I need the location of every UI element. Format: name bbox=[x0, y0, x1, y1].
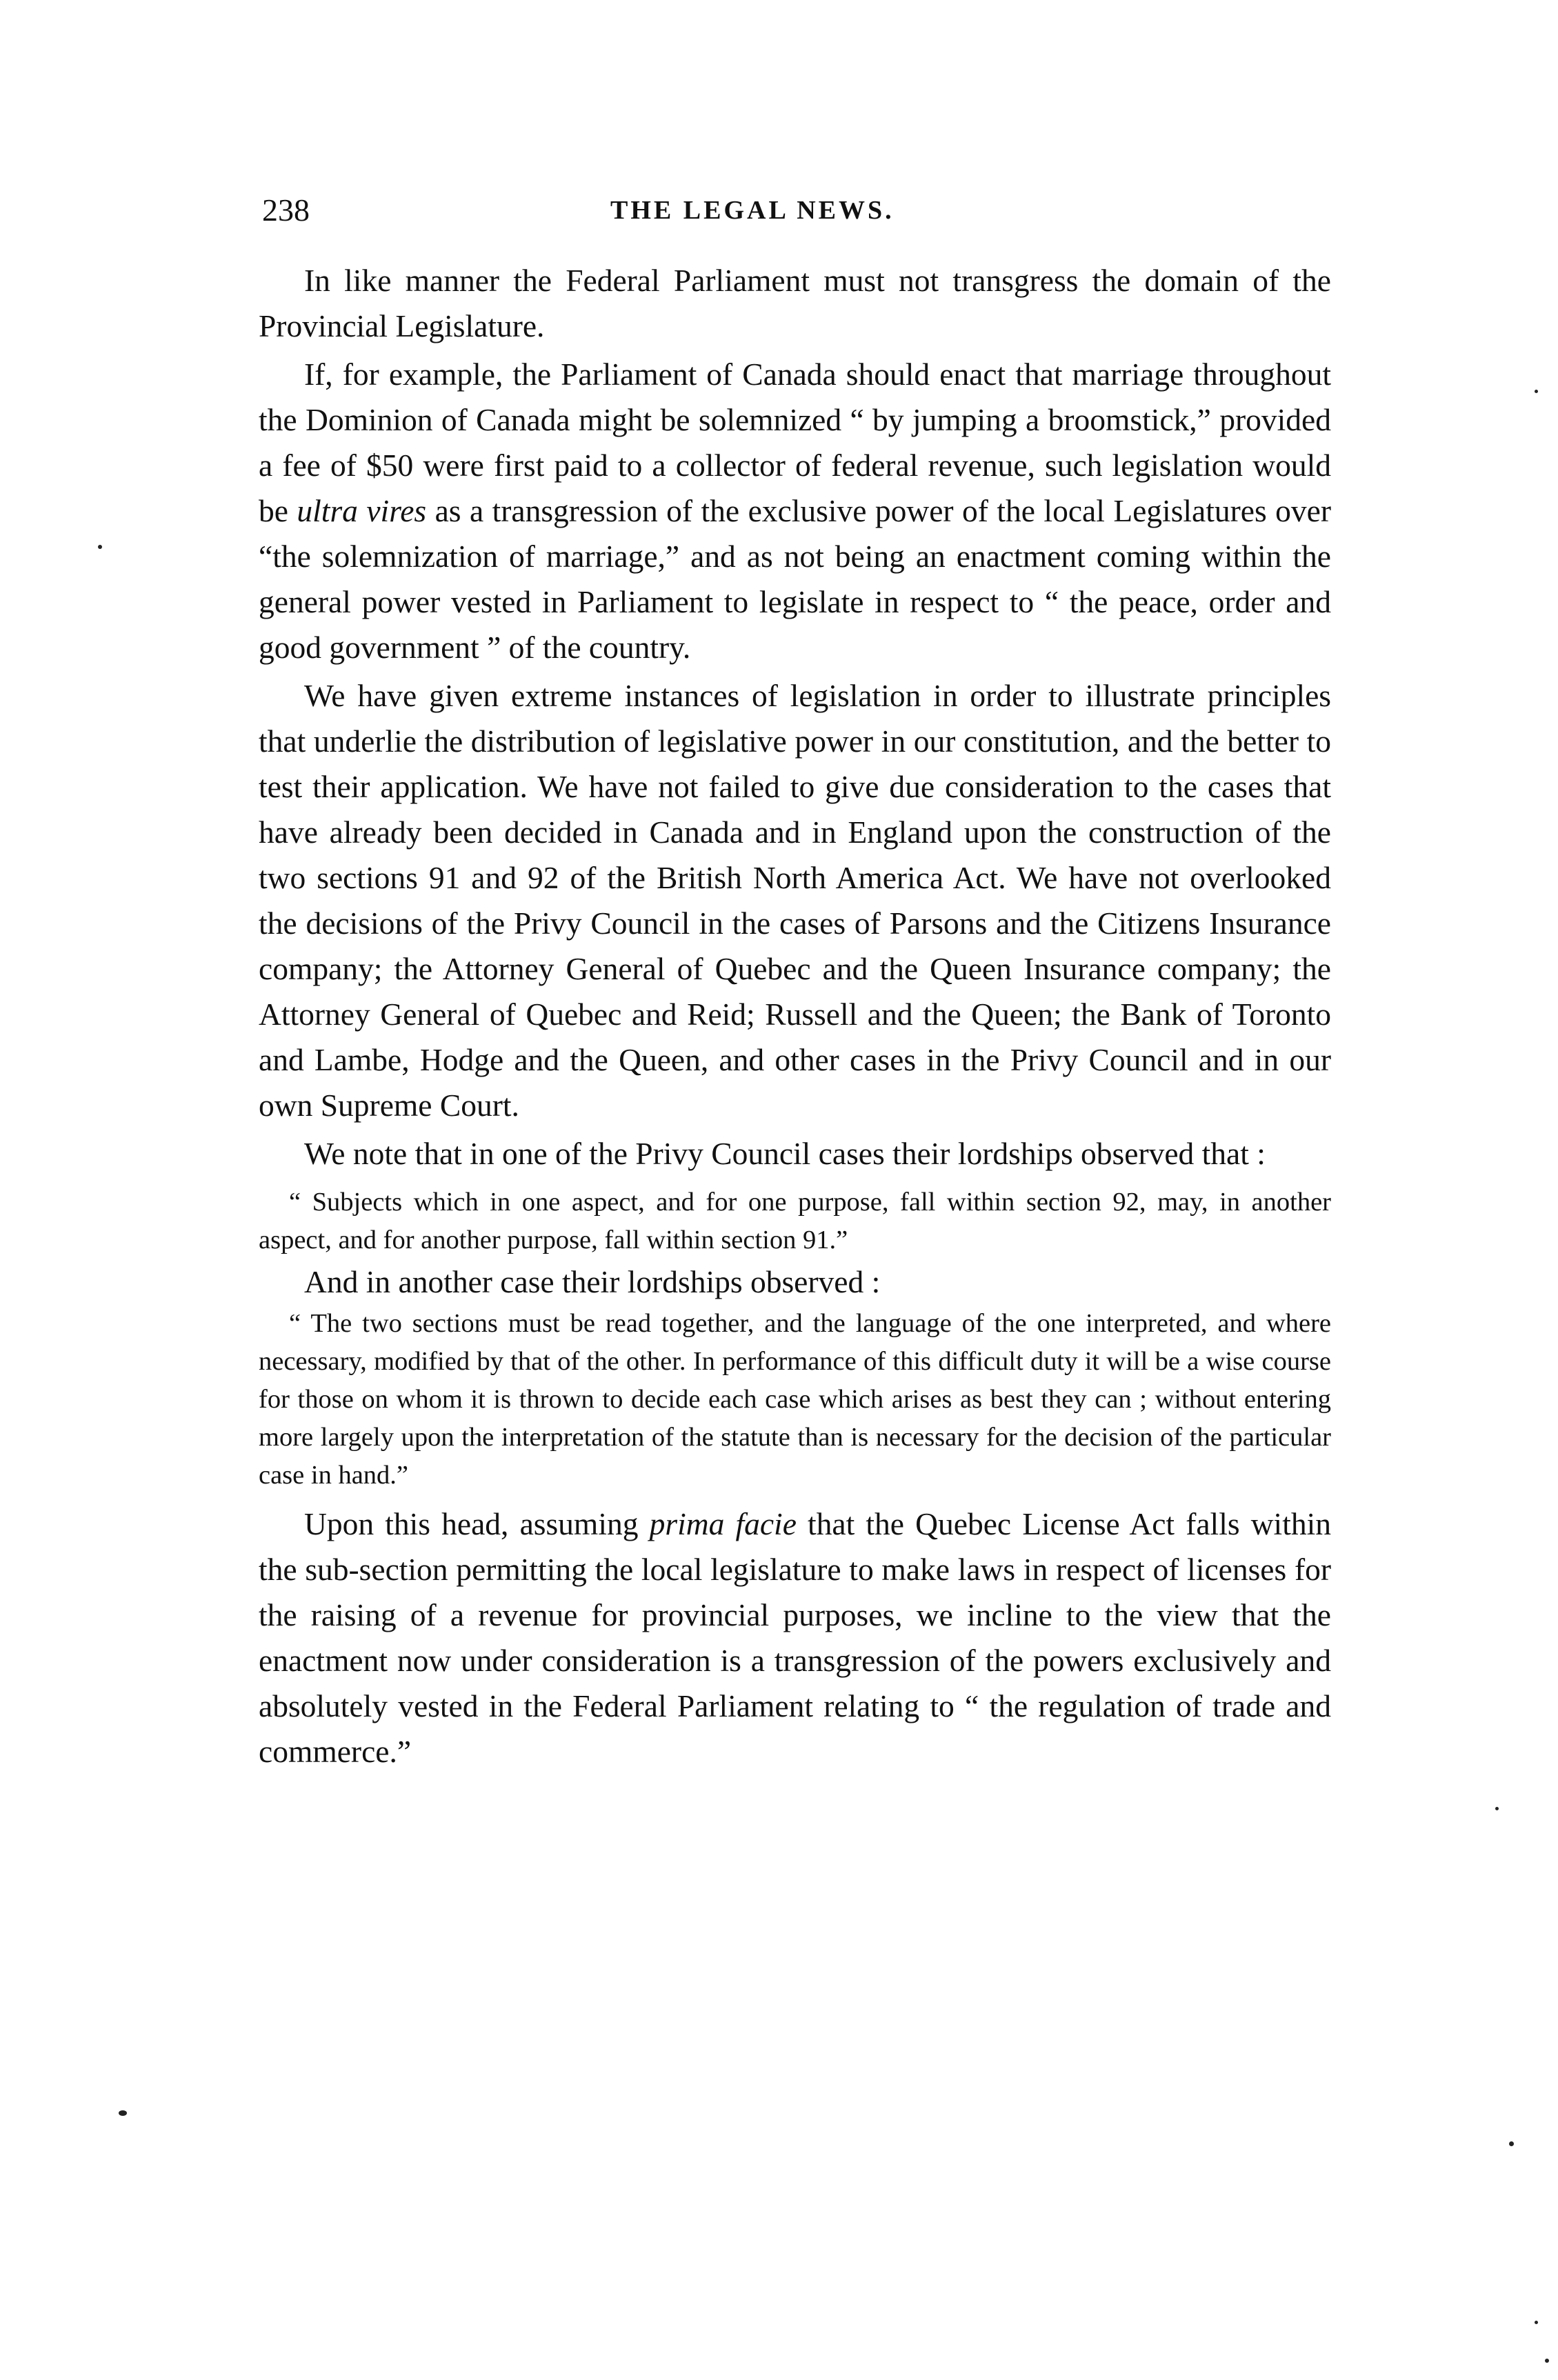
paragraph-2 bbox=[259, 352, 1331, 670]
paragraph-2-text-a: If, for example, the Parliament of Canada should enact that marriage throughout the Dominion of Canada might be solemnized “ by jumping a broomstick,” provided a fee of $50 were first paid to a collector of federal revenue, such legislation would be bbox=[259, 357, 1331, 528]
paragraph-6-text-b: that the Quebec License Act falls within the sub-section permitting the local legislature to make laws in respect of licenses for the raising of a revenue for provincial purposes, we incline to the view that the enactment now under consideration is a transgression of the powers exclusively and absolutely vested in the Federal Parliament relating to “ the regulation of trade and commerce.” bbox=[259, 1506, 1331, 1769]
paragraph-6-italic: prima facie bbox=[649, 1506, 797, 1541]
scan-speck bbox=[1545, 2359, 1549, 2363]
paragraph-6-text-a: Upon this head, assuming bbox=[304, 1506, 650, 1541]
scan-speck bbox=[1509, 2141, 1514, 2146]
document-page bbox=[259, 186, 1331, 1774]
scan-speck bbox=[1535, 390, 1538, 393]
paragraph-5: And in another case their lordships observed : bbox=[304, 1264, 881, 1299]
scan-speck bbox=[119, 2110, 127, 2116]
scan-speck bbox=[98, 545, 102, 549]
running-head: THE LEGAL NEWS. bbox=[610, 196, 895, 225]
paragraph-2-text-b: as a transgression of the exclusive power of the local Legislatures over “the solemnization of marriage,” and as not being an enactment coming within the general power vested in Parliament to legislate in respect to “ the peace, order and good government ” of the country. bbox=[259, 493, 1331, 665]
scan-speck bbox=[1495, 1807, 1499, 1810]
quote-2: “ The two sections must be read together, and the language of the one interpreted, and where necessary, modified by that of the other. In performance of this difficult duty it will be a wise course for those on whom it is thrown to decide each case which arises as best they can ; without entering more largely upon the interpretation of the statute than is necessary for the decision of the particular case in hand.” bbox=[259, 1309, 1331, 1490]
page-header bbox=[259, 186, 1331, 234]
paragraph-2-italic: ultra vires bbox=[297, 493, 427, 528]
page-number: 238 bbox=[262, 192, 310, 228]
scan-speck bbox=[1535, 2321, 1538, 2324]
paragraph-6 bbox=[259, 1501, 1331, 1774]
paragraph-4: We note that in one of the Privy Council cases their lordships observed that : bbox=[304, 1136, 1266, 1171]
paragraph-3: We have given extreme instances of legislation in order to illustrate principles that underlie the distribution of legislative power in our constitution, and the better to test their application. We have not failed to give due consideration to the cases that have already been decided in Canada and in England upon the construction of the two sections 91 and 92 of the British North America Act. We have not overlooked the decisions of the Privy Council in the cases of Parsons and the Citizens Insurance company; the Attorney General of Quebec and the Queen Insurance company; the Attorney General of Quebec and Reid; Russell and the Queen; the Bank of Toronto and Lambe, Hodge and the Queen, and other cases in the Privy Council and in our own Supreme Court. bbox=[259, 678, 1331, 1123]
quote-1: “ Subjects which in one aspect, and for one purpose, fall within section 92, may, in another aspect, and for another purpose, fall within section 91.” bbox=[259, 1188, 1331, 1254]
paragraph-1: In like manner the Federal Parliament must not transgress the domain of the Provincial Legislature. bbox=[259, 263, 1331, 343]
